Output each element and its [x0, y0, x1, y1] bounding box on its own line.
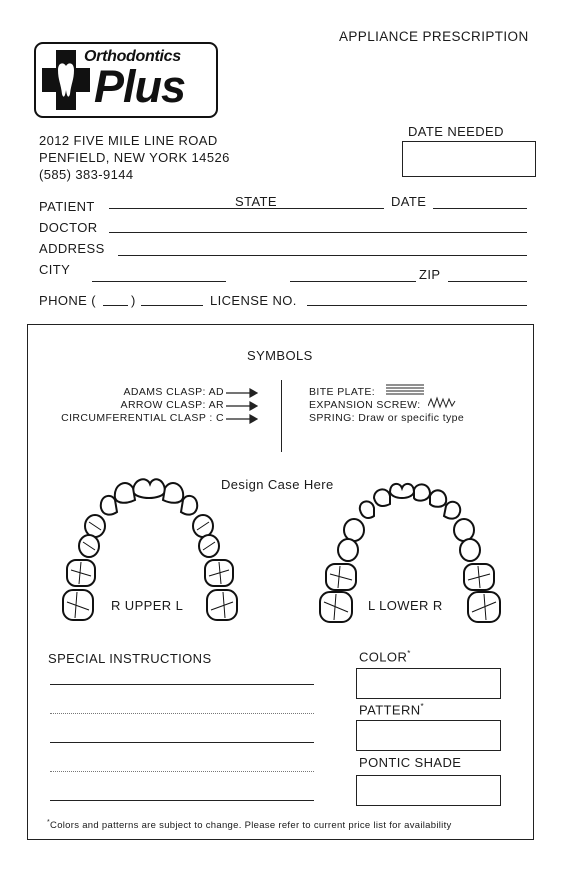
pattern-asterisk: *	[420, 702, 425, 711]
company-phone: (585) 383-9144	[39, 167, 134, 182]
form-title: APPLIANCE PRESCRIPTION	[339, 29, 529, 44]
instructions-line-2[interactable]	[50, 713, 314, 714]
symbols-title: SYMBOLS	[247, 348, 313, 363]
expansion-screw-label: EXPANSION SCREW:	[309, 399, 421, 411]
color-field[interactable]	[356, 668, 501, 699]
patient-label: PATIENT	[39, 199, 95, 214]
symbols-divider	[281, 380, 282, 452]
expansion-screw-icon	[428, 396, 456, 410]
phone-number-field[interactable]	[141, 305, 203, 306]
phone-label: PHONE (	[39, 293, 96, 308]
bite-plate-label: BITE PLATE:	[309, 386, 376, 398]
clasp-arrow-icons	[226, 388, 258, 428]
color-label-text: COLOR	[359, 649, 408, 665]
state-label: STATE	[235, 194, 277, 209]
pattern-label-text: PATTERN	[359, 702, 421, 718]
color-label	[359, 649, 411, 664]
logo-main-text: Plus	[94, 61, 186, 112]
pontic-shade-field[interactable]	[356, 775, 501, 806]
upper-arch-label: R UPPER L	[111, 598, 184, 613]
doctor-label: DOCTOR	[39, 220, 98, 235]
city-label: CITY	[39, 262, 71, 277]
address-line-1: 2012 FIVE MILE LINE ROAD	[39, 133, 218, 148]
doctor-field[interactable]	[109, 232, 527, 233]
spring-label: SPRING: Draw or specific type	[309, 412, 465, 424]
footnote-asterisk: *	[47, 819, 51, 826]
special-instructions-label: SPECIAL INSTRUCTIONS	[48, 651, 212, 666]
address-field[interactable]	[118, 255, 527, 256]
city-field[interactable]	[92, 281, 226, 282]
tooth-cross-icon	[42, 50, 90, 110]
circumferential-clasp-label: CIRCUMFERENTIAL CLASP : C	[61, 412, 224, 424]
design-case-title: Design Case Here	[221, 477, 334, 492]
lower-arch-label: L LOWER R	[368, 598, 443, 613]
address-label: ADDRESS	[39, 241, 105, 256]
footnote-text: Colors and patterns are subject to change. Please refer to current price list for availability	[50, 820, 452, 832]
state-field[interactable]	[290, 281, 416, 282]
color-asterisk: *	[407, 649, 411, 658]
address-line-2: PENFIELD, NEW YORK 14526	[39, 150, 230, 165]
instructions-line-5[interactable]	[50, 800, 314, 801]
adams-clasp-label: ADAMS CLASP: AD	[123, 386, 224, 398]
license-label: LICENSE NO.	[210, 293, 297, 308]
license-field[interactable]	[307, 305, 527, 306]
phone-area-code-field[interactable]	[103, 305, 128, 306]
date-needed-field[interactable]	[402, 141, 536, 177]
date-label: DATE	[391, 194, 427, 209]
instructions-line-1[interactable]	[50, 684, 314, 685]
zip-label: ZIP	[419, 267, 441, 282]
arrow-clasp-label: ARROW CLASP: AR	[120, 399, 224, 411]
instructions-line-3[interactable]	[50, 742, 314, 743]
phone-paren-close: )	[131, 293, 136, 308]
date-field[interactable]	[433, 208, 527, 209]
company-logo	[34, 42, 218, 118]
pontic-shade-label: PONTIC SHADE	[359, 755, 462, 770]
pattern-field[interactable]	[356, 720, 501, 751]
instructions-line-4[interactable]	[50, 771, 314, 772]
pattern-label	[359, 702, 424, 717]
bite-plate-icon	[386, 383, 426, 395]
logo-top-text: Orthodontics	[84, 48, 181, 65]
date-needed-label: DATE NEEDED	[408, 124, 504, 139]
footnote	[47, 819, 452, 831]
zip-field[interactable]	[448, 281, 527, 282]
